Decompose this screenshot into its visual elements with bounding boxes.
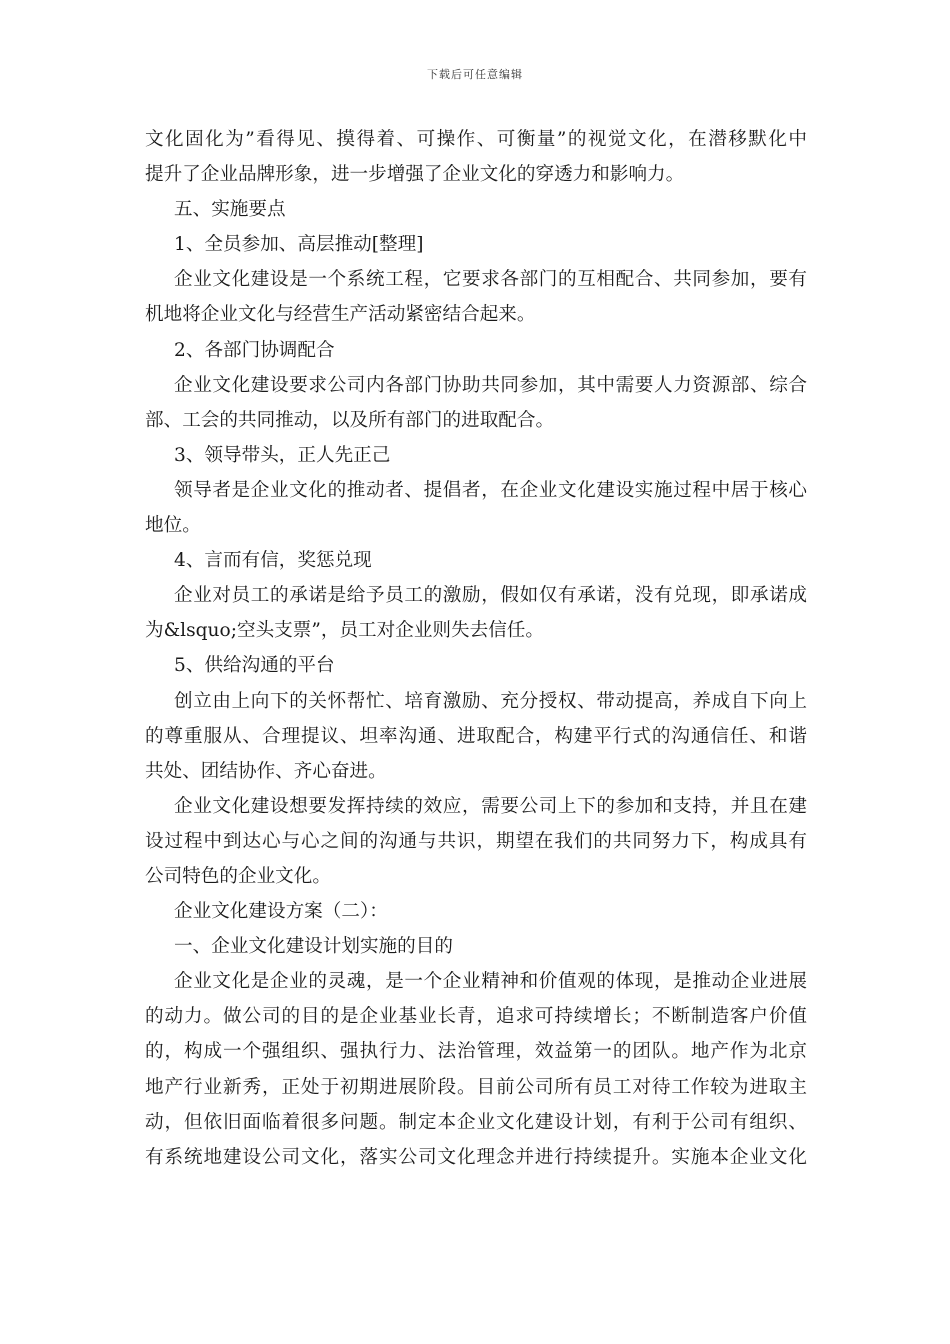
text-line: 创立由上向下的关怀帮忙、培育激励、充分授权、带动提高，养成自下向上	[174, 690, 807, 712]
text-line: 企业文化是企业的灵魂，是一个企业精神和价值观的体现，是推动企业进展	[174, 971, 807, 993]
text-line: 一、企业文化建设计划实施的目的	[174, 936, 453, 958]
text-line: 共处、团结协作、齐心奋进。	[145, 760, 387, 782]
text-line: 企业文化建设方案（二）：	[174, 901, 388, 923]
text-line: 机地将企业文化与经营生产活动紧密结合起来。	[145, 304, 536, 326]
text-line: 2、各部门协调配合	[174, 339, 335, 361]
text-line: 1、全员参加、高层推动[整理]	[174, 234, 424, 256]
text-line: 的，构成一个强组织、强执行力、法治管理，效益第一的团队。地产作为北京	[145, 1041, 807, 1063]
text-line: 的动力。做公司的目的是企业基业长青，追求可持续增长；不断制造客户价值	[145, 1006, 807, 1028]
text-line: 企业文化建设是一个系统工程，它要求各部门的互相配合、共同参加，要有	[174, 269, 807, 291]
text-line: 企业对员工的承诺是给予员工的激励，假如仅有承诺，没有兑现，即承诺成	[174, 585, 807, 607]
text-line: 4、言而有信，奖惩兑现	[174, 550, 372, 572]
text-line: 提升了企业品牌形象，进一步增强了企业文化的穿透力和影响力。	[145, 164, 685, 186]
text-line: 部、工会的共同推动，以及所有部门的进取配合。	[145, 409, 555, 431]
text-line: 为&lsquo;空头支票”，员工对企业则失去信任。	[145, 620, 544, 642]
text-line: 领导者是企业文化的推动者、提倡者，在企业文化建设实施过程中居于核心	[174, 479, 807, 501]
text-line: 文化固化为”看得见、摸得着、可操作、可衡量”的视觉文化，在潜移默化中	[145, 129, 807, 150]
text-line: 3、领导带头，正人先正己	[174, 444, 391, 466]
document-body	[145, 122, 807, 1175]
text-line: 公司特色的企业文化。	[145, 865, 331, 887]
text-line: 地位。	[145, 515, 201, 537]
page-header-note: 下载后可任意编辑	[427, 68, 523, 81]
text-line: 5、供给沟通的平台	[174, 655, 335, 677]
text-line: 企业文化建设想要发挥持续的效应，需要公司上下的参加和支持，并且在建	[174, 795, 807, 817]
text-line: 动，但依旧面临着很多问题。制定本企业文化建设计划，有利于公司有组织、	[145, 1111, 807, 1133]
text-line: 五、实施要点	[174, 199, 286, 221]
text-line: 企业文化建设要求公司内各部门协助共同参加，其中需要人力资源部、综合	[174, 374, 807, 396]
text-line: 设过程中到达心与心之间的沟通与共识，期望在我们的共同努力下，构成具有	[145, 830, 807, 852]
text-line: 地产行业新秀，正处于初期进展阶段。目前公司所有员工对待工作较为进取主	[145, 1076, 807, 1098]
text-line: 的尊重服从、合理提议、坦率沟通、进取配合，构建平行式的沟通信任、和谐	[145, 725, 807, 747]
text-line: 有系统地建设公司文化，落实公司文化理念并进行持续提升。实施本企业文化	[145, 1146, 807, 1168]
